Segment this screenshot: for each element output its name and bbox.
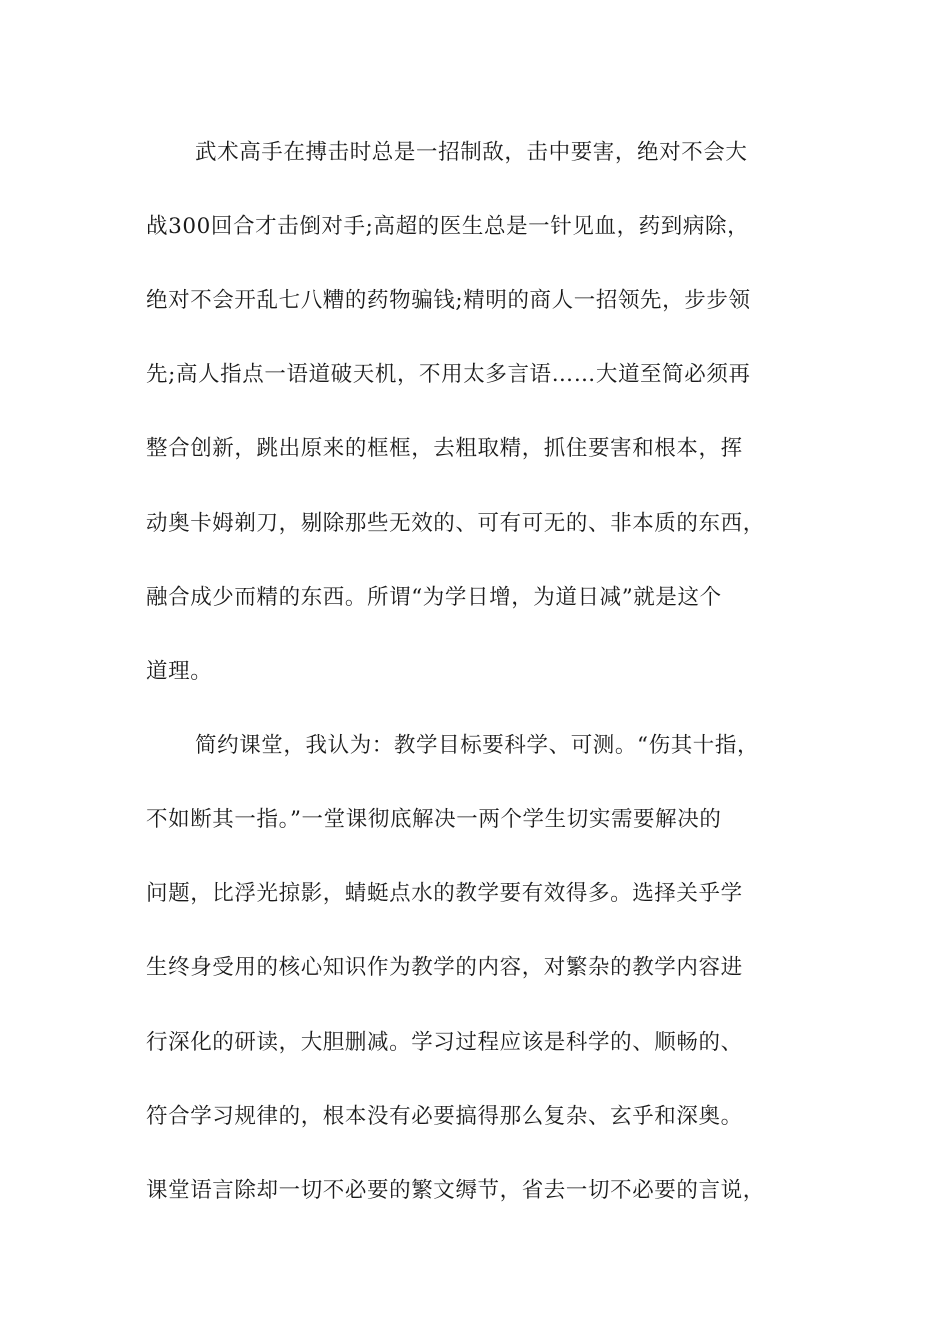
paragraph-line: 先;高人指点一语道破天机，不用太多言语……大道至简必须再 (146, 362, 751, 387)
paragraph-line: 整合创新，跳出原来的框框，去粗取精，抓住要害和根本，挥 (146, 436, 743, 461)
paragraph-line: 绝对不会开乱七八糟的药物骗钱;精明的商人一招领先，步步领 (146, 288, 751, 313)
paragraph-line: 道理。 (146, 659, 213, 684)
paragraph-line: 不如断其一指。”一堂课彻底解决一两个学生切实需要解决的 (146, 807, 722, 832)
paragraph-line: 问题，比浮光掠影，蜻蜓点水的教学要有效得多。选择关乎学 (146, 881, 743, 906)
paragraph-line: 战300回合才击倒对手;高超的医生总是一针见血，药到病除， (146, 214, 750, 239)
paragraph-line: 行深化的研读，大胆删减。学习过程应该是科学的、顺畅的、 (146, 1030, 743, 1055)
paragraph-line: 融合成少而精的东西。所谓“为学日增，为道日减”就是这个 (146, 585, 722, 610)
paragraph-line: 武术高手在搏击时总是一招制敌，击中要害，绝对不会大 (195, 140, 748, 165)
paragraph-line: 动奥卡姆剃刀，剔除那些无效的、可有可无的、非本质的东西， (146, 511, 765, 536)
paragraph-line: 课堂语言除却一切不必要的繁文缛节，省去一切不必要的言说， (146, 1178, 765, 1203)
paragraph-line: 符合学习规律的，根本没有必要搞得那么复杂、玄乎和深奥。 (146, 1104, 743, 1129)
paragraph-line: 生终身受用的核心知识作为教学的内容，对繁杂的教学内容进 (146, 955, 743, 980)
paragraph-line: 简约课堂，我认为：教学目标要科学、可测。“伤其十指， (195, 733, 760, 758)
